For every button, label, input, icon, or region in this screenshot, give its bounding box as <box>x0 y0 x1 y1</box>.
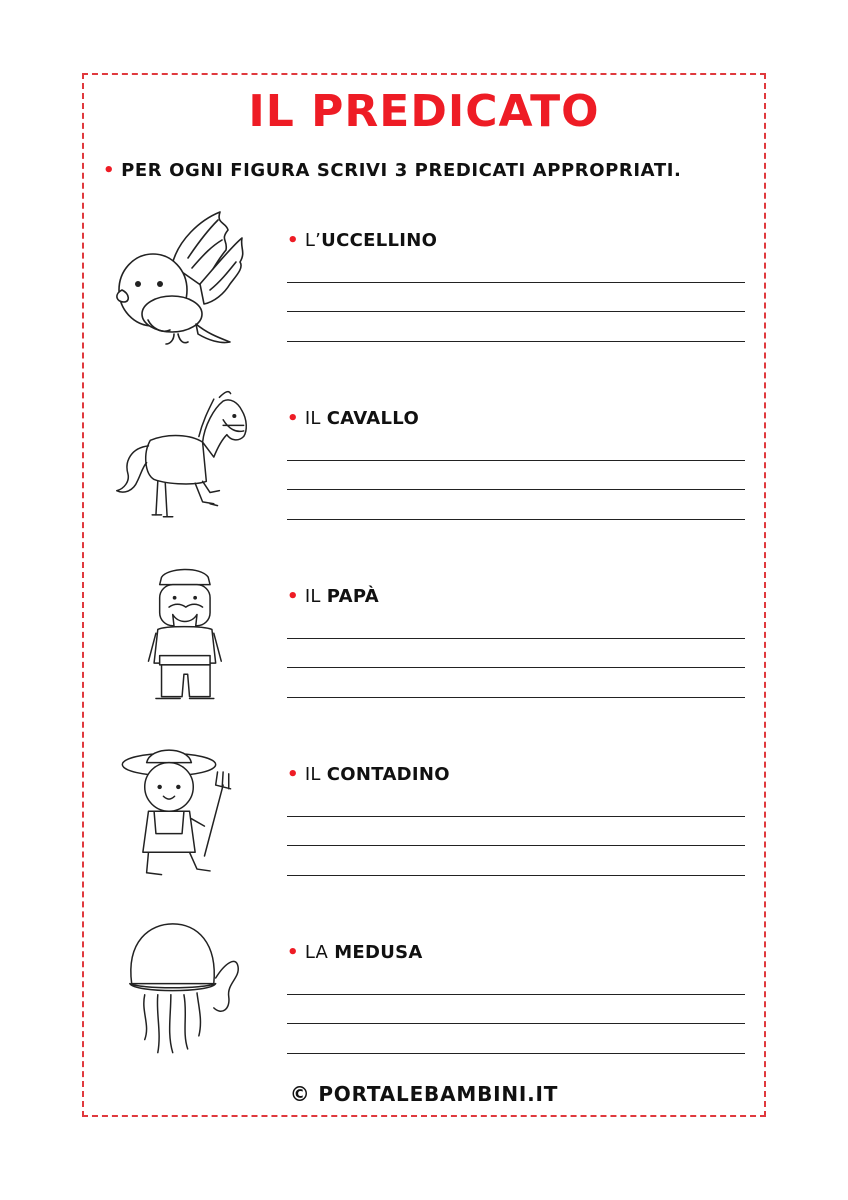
exercise-item <box>0 922 848 1082</box>
item-label <box>287 586 379 607</box>
answer-line[interactable] <box>287 994 745 995</box>
bullet-icon: • <box>287 408 299 429</box>
item-article: IL <box>304 586 327 607</box>
answer-line[interactable] <box>287 667 745 668</box>
answer-line[interactable] <box>287 341 745 342</box>
dad-icon <box>108 566 258 706</box>
jellyfish-icon <box>108 922 258 1062</box>
copyright-footer: © PORTALEBAMBINI.IT <box>289 1082 559 1106</box>
item-word: MEDUSA <box>334 942 423 963</box>
exercise-item <box>0 744 848 904</box>
bullet-icon: • <box>287 230 299 251</box>
item-article: IL <box>304 408 327 429</box>
bullet-icon: • <box>287 764 299 785</box>
item-article: LA <box>304 942 335 963</box>
bird-icon <box>108 210 258 350</box>
bullet-icon: • <box>287 942 299 963</box>
answer-line[interactable] <box>287 697 745 698</box>
answer-line[interactable] <box>287 1023 745 1024</box>
answer-line[interactable] <box>287 311 745 312</box>
farmer-icon <box>108 744 258 884</box>
item-label <box>287 230 437 251</box>
item-word: PAPÀ <box>326 586 379 607</box>
item-label <box>287 408 419 429</box>
exercise-item <box>0 388 848 548</box>
answer-line[interactable] <box>287 816 745 817</box>
answer-line[interactable] <box>287 845 745 846</box>
item-word: UCCELLINO <box>321 230 438 251</box>
instruction <box>103 160 681 181</box>
answer-line[interactable] <box>287 282 745 283</box>
item-label <box>287 942 423 963</box>
horse-icon <box>108 388 258 528</box>
item-article: IL <box>304 764 327 785</box>
exercise-item <box>0 566 848 726</box>
answer-line[interactable] <box>287 519 745 520</box>
item-article: L’ <box>304 230 322 251</box>
bullet-icon: • <box>103 160 116 181</box>
answer-line[interactable] <box>287 1053 745 1054</box>
answer-line[interactable] <box>287 489 745 490</box>
answer-line[interactable] <box>287 460 745 461</box>
item-label <box>287 764 450 785</box>
exercise-item <box>0 210 848 370</box>
page-title: IL PREDICATO <box>248 86 600 137</box>
bullet-icon: • <box>287 586 299 607</box>
instruction-text: PER OGNI FIGURA SCRIVI 3 PREDICATI APPROPRIATI. <box>121 160 682 181</box>
answer-line[interactable] <box>287 875 745 876</box>
answer-line[interactable] <box>287 638 745 639</box>
item-word: CONTADINO <box>326 764 450 785</box>
item-word: CAVALLO <box>326 408 420 429</box>
